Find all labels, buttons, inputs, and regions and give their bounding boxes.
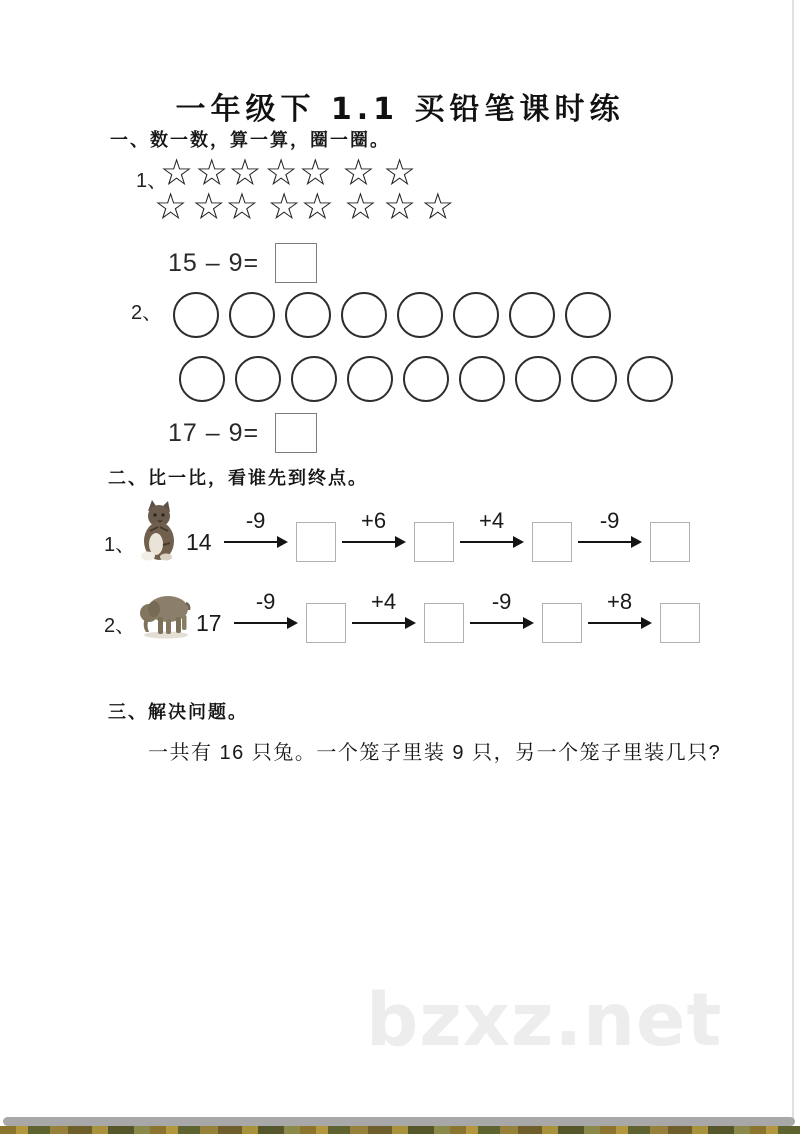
- circle-shape: [285, 292, 331, 338]
- horizontal-scrollbar[interactable]: [3, 1117, 795, 1126]
- section1-header: 一、数一数，算一算，圈一圈。: [110, 130, 390, 150]
- arrow-icon: [224, 508, 288, 543]
- operation-label: -9: [599, 508, 620, 533]
- star-row: [154, 185, 455, 228]
- arrow-icon: [234, 589, 298, 624]
- arrow-icon: [470, 589, 534, 624]
- operation-label: -9: [245, 508, 266, 533]
- operation-label: -9: [491, 589, 512, 614]
- star-shape: ☆: [383, 185, 417, 228]
- chain-start-number: 17: [196, 609, 222, 636]
- circle-shape: [173, 292, 219, 338]
- arrow-icon: [578, 508, 642, 543]
- circle-shape: [229, 292, 275, 338]
- section3-header: 三、解决问题。: [108, 702, 248, 722]
- star-shape: ☆: [300, 185, 334, 228]
- answer-box: [306, 603, 346, 643]
- star-shape: ☆: [160, 151, 194, 194]
- circle-grid: [173, 292, 673, 402]
- arrow-line: [224, 541, 279, 543]
- answer-box: [660, 603, 700, 643]
- circle-shape: [291, 356, 337, 402]
- chain-start-number: 14: [186, 528, 212, 555]
- answer-box: [414, 522, 454, 562]
- circle-shape: [509, 292, 555, 338]
- circle-shape: [341, 292, 387, 338]
- chain-segment: [454, 508, 572, 562]
- circle-shape: [515, 356, 561, 402]
- chain-segment: [218, 508, 336, 562]
- equation-1-text: 15 – 9=: [168, 248, 260, 277]
- chain-segment: [464, 589, 582, 643]
- star-shape: ☆: [383, 151, 417, 194]
- answer-box: [542, 603, 582, 643]
- chain-segment: [346, 589, 464, 643]
- arrow-line: [342, 541, 397, 543]
- operation-label: -9: [255, 589, 276, 614]
- equation-2-text: 17 – 9=: [168, 418, 260, 447]
- star-shape: ☆: [154, 185, 188, 228]
- number-chain: [104, 503, 690, 581]
- circle-shape: [459, 356, 505, 402]
- arrow-line: [234, 622, 289, 624]
- answer-box: [275, 413, 317, 453]
- answer-box: [296, 522, 336, 562]
- star-shape: ☆: [228, 151, 262, 194]
- watermark: bzxz.net: [366, 978, 723, 1063]
- star-shape: ☆: [195, 151, 229, 194]
- equation-2: [168, 412, 317, 454]
- desktop-texture-strip: [0, 1126, 800, 1134]
- item1-label: 1、: [136, 170, 168, 192]
- circle-row: [179, 356, 673, 402]
- arrow-line: [460, 541, 515, 543]
- circle-shape: [571, 356, 617, 402]
- item2-label: 2、: [131, 302, 163, 324]
- page-right-edge: [792, 0, 794, 1118]
- circle-shape: [347, 356, 393, 402]
- chain-label: 1、: [104, 533, 136, 556]
- chain-segment: [582, 589, 700, 643]
- equation-1: [168, 242, 317, 284]
- star-grid: [154, 151, 455, 228]
- star-shape: ☆: [267, 185, 301, 228]
- chain-segment: [228, 589, 346, 643]
- arrow-icon: [342, 508, 406, 543]
- circle-shape: [565, 292, 611, 338]
- star-shape: ☆: [341, 151, 376, 194]
- chain-segment: [572, 508, 690, 562]
- arrow-icon: [460, 508, 524, 543]
- answer-box: [275, 243, 317, 283]
- section2-header: 二、比一比，看谁先到终点。: [108, 468, 368, 488]
- circle-shape: [403, 356, 449, 402]
- star-shape: ☆: [343, 185, 378, 228]
- circle-shape: [627, 356, 673, 402]
- arrow-line: [470, 622, 525, 624]
- operation-label: +4: [371, 589, 397, 614]
- chain-label: 2、: [104, 614, 136, 637]
- arrow-line: [352, 622, 407, 624]
- star-shape: ☆: [264, 151, 298, 194]
- operation-label: +4: [479, 508, 505, 533]
- circle-shape: [453, 292, 499, 338]
- arrow-icon: [588, 589, 652, 624]
- number-chain: [104, 584, 700, 662]
- circle-shape: [235, 356, 281, 402]
- arrow-icon: [352, 589, 416, 624]
- operation-label: +6: [361, 508, 387, 533]
- operation-label: +8: [607, 589, 633, 614]
- elephant-image: [136, 591, 192, 644]
- answer-box: [532, 522, 572, 562]
- arrow-line: [588, 622, 643, 624]
- chain-segment: [336, 508, 454, 562]
- worksheet-title: 一年级下 1.1 买铅笔课时练: [175, 92, 625, 128]
- answer-box: [650, 522, 690, 562]
- circle-shape: [397, 292, 443, 338]
- star-shape: ☆: [421, 185, 455, 228]
- star-shape: ☆: [225, 185, 259, 228]
- word-problem-text: 一共有 16 只兔。一个笼子里装 9 只，另一个笼子里装几只?: [148, 742, 722, 764]
- arrow-line: [578, 541, 633, 543]
- star-shape: ☆: [298, 151, 332, 194]
- star-shape: ☆: [192, 185, 226, 228]
- circle-shape: [179, 356, 225, 402]
- cat-image: [136, 499, 182, 566]
- circle-row: [173, 292, 673, 338]
- answer-box: [424, 603, 464, 643]
